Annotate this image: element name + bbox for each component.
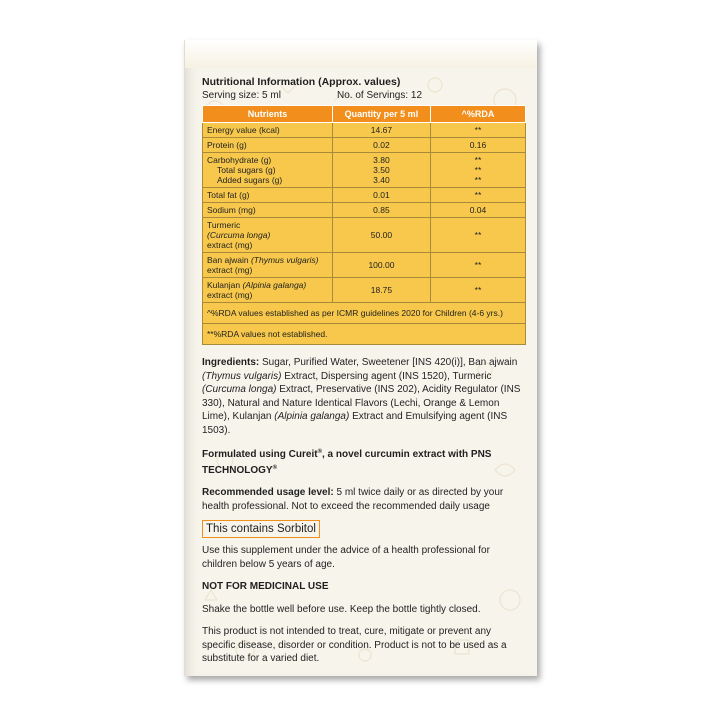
- nutrient-qty: 14.67: [332, 123, 430, 138]
- table-row: [203, 123, 526, 138]
- rda-note: ^%RDA values established as per ICMR guidelines 2020 for Children (4-6 yrs.): [203, 303, 526, 324]
- ingredients-text: Extract and Emulsifying agent (INS 1503).: [202, 411, 508, 436]
- nutrient-rda: **: [430, 218, 525, 253]
- nutrition-title: Nutritional Information (Approx. values): [202, 76, 401, 88]
- servings-count: No. of Servings: 12: [337, 90, 423, 101]
- ajwain-unit: extract (mg): [207, 265, 253, 275]
- table-note-row: [203, 303, 526, 324]
- table-row: [203, 138, 526, 153]
- header-quantity: Quantity per 5 ml: [332, 106, 430, 123]
- total-sugars-label: Total sugars (g): [217, 165, 276, 175]
- disclaimer-text: This product is not intended to treat, cure, mitigate or prevent any specific disease, disorder or condition. Product is not to be used as a substitute for a varied diet.: [202, 626, 507, 664]
- registered-mark: ®: [317, 449, 322, 455]
- carbs-rda: **: [474, 155, 482, 165]
- ingredients-latin: (Alpinia galanga): [274, 411, 350, 422]
- turmeric-label: Turmeric: [207, 220, 241, 230]
- ingredients-text: Sugar, Purified Water, Sweetener [INS 420(i)], Ban ajwain: [259, 357, 518, 368]
- nutrient-rda: [430, 153, 525, 188]
- nutrient-name: [203, 153, 333, 188]
- total-sugars-qty: 3.50: [373, 165, 390, 175]
- nutrient-qty: 100.00: [332, 253, 430, 278]
- nutrient-qty: 0.02: [332, 138, 430, 153]
- total-sugars-rda: **: [474, 165, 482, 175]
- formulation-text: Formulated using Cureit: [202, 449, 318, 460]
- table-row: [203, 278, 526, 303]
- nutrient-qty: [332, 153, 430, 188]
- turmeric-unit: extract (mg): [207, 240, 253, 250]
- nutrient-rda: **: [430, 123, 525, 138]
- ingredients-latin: (Thymus vulgaris): [202, 370, 282, 382]
- box-top-flap: [185, 40, 537, 68]
- table-row: [203, 218, 526, 253]
- storage-text: Shake the bottle well before use. Keep the bottle tightly closed.: [202, 603, 481, 615]
- table-header-row: [203, 106, 526, 123]
- ingredients-text: Extract, Dispersing agent (INS 1520), Turmeric: [281, 370, 492, 382]
- advice-text: Use this supplement under the advice of a health professional for children below 5 years of age.: [202, 545, 490, 570]
- turmeric-latin: (Curcuma longa): [207, 230, 271, 240]
- table-row: [203, 153, 526, 188]
- added-sugars-qty: 3.40: [373, 175, 390, 185]
- sorbitol-warning-box: This contains Sorbitol: [202, 520, 320, 538]
- label-content: [202, 76, 524, 666]
- nutrient-qty: 18.75: [332, 278, 430, 303]
- usage-paragraph: [202, 486, 524, 513]
- nutrition-table: [202, 105, 526, 345]
- carbs-label: Carbohydrate (g): [207, 155, 272, 165]
- nutrient-rda: **: [430, 188, 525, 203]
- table-row: [203, 188, 526, 203]
- usage-label: Recommended usage level:: [202, 487, 334, 498]
- kulanjan-latin: (Alpinia galanga): [242, 280, 307, 290]
- kulanjan-unit: extract (mg): [207, 290, 253, 300]
- header-nutrients: Nutrients: [203, 106, 333, 123]
- added-sugars-label: Added sugars (g): [217, 175, 283, 185]
- nutrient-name: [203, 278, 333, 303]
- header-rda: ^%RDA: [430, 106, 525, 123]
- nutrient-qty: 0.85: [332, 203, 430, 218]
- nutrient-name: [203, 218, 333, 253]
- nutrient-name: Protein (g): [203, 138, 333, 153]
- carbs-qty: 3.80: [373, 155, 390, 165]
- nutrient-qty: 0.01: [332, 188, 430, 203]
- nutrient-rda: 0.16: [430, 138, 525, 153]
- nutrient-name: Energy value (kcal): [203, 123, 333, 138]
- ajwain-latin: (Thymus vulgaris): [250, 255, 319, 265]
- nutrient-rda: **: [430, 278, 525, 303]
- nutrient-name: Total fat (g): [203, 188, 333, 203]
- kulanjan-label: Kulanjan: [207, 280, 243, 290]
- serving-info: [202, 89, 524, 102]
- formulation-text: , a novel curcumin extract with PNS TECHNOLOGY: [202, 449, 492, 476]
- table-row: [203, 203, 526, 218]
- ingredients-text: Extract, Preservative (INS 202), Acidity Regulator (INS 330), Natural and Nature Identical Flavors (Lechi, Orange & Lemon Lime), Kulanjan: [202, 384, 521, 422]
- registered-mark: ®: [272, 464, 277, 471]
- usage-text: 5 ml twice daily or as directed by your health professional. Not to exceed the recommended daily usage: [202, 487, 504, 512]
- formulation-statement: [202, 446, 524, 477]
- ajwain-label: Ban ajwain: [207, 255, 251, 265]
- serving-size: Serving size: 5 ml: [202, 90, 281, 101]
- nutrient-name: [203, 253, 333, 278]
- not-medicinal-heading: NOT FOR MEDICINAL USE: [202, 581, 329, 592]
- product-box-back-panel: [184, 40, 537, 676]
- ingredients-latin: (Curcuma longa): [202, 384, 277, 395]
- nutrient-rda: **: [430, 253, 525, 278]
- nutrient-name: Sodium (mg): [203, 203, 333, 218]
- ingredients-label: Ingredients:: [202, 357, 260, 368]
- nutrient-rda: 0.04: [430, 203, 525, 218]
- rda-not-established-note: **%RDA values not established.: [203, 324, 526, 345]
- table-row: [203, 253, 526, 278]
- ingredients-paragraph: [202, 356, 524, 437]
- nutrient-qty: 50.00: [332, 218, 430, 253]
- table-note-row: [203, 324, 526, 345]
- added-sugars-rda: **: [474, 175, 482, 185]
